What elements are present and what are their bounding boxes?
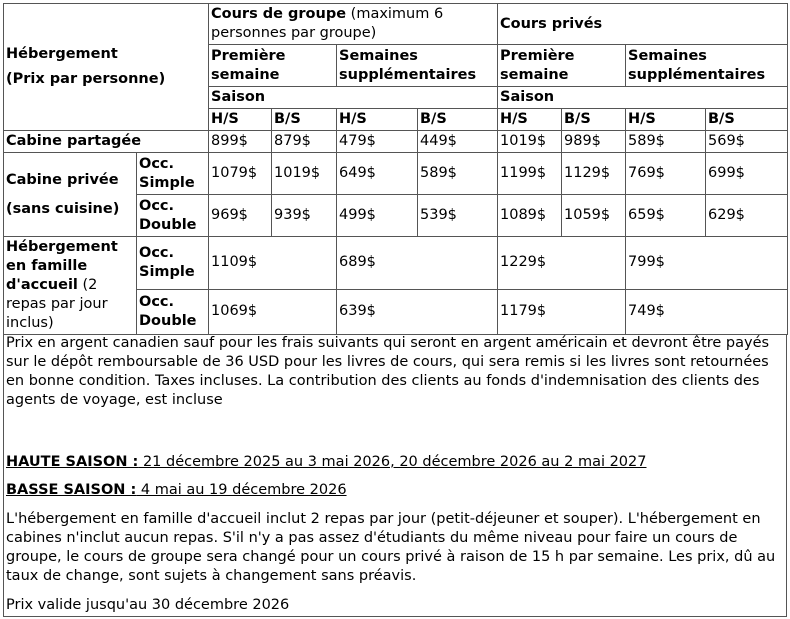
price-cell: 989$	[562, 131, 626, 153]
price-cell: 1109$	[209, 237, 337, 290]
hs-header: H/S	[209, 109, 272, 131]
price-table	[3, 3, 788, 335]
bs-header: B/S	[418, 109, 498, 131]
high-season-text	[6, 454, 647, 470]
validity-note	[3, 592, 787, 617]
low-season-dates: 4 mai au 19 décembre 2026	[136, 482, 347, 498]
price-cell: 749$	[626, 289, 788, 334]
occ-double-label: Occ. Double	[137, 289, 209, 334]
price-cell: 659$	[626, 195, 706, 237]
accommodation-title: Hébergement	[6, 46, 118, 62]
occ-single-label: Occ. Simple	[137, 237, 209, 290]
price-cell: 1019$	[272, 153, 337, 195]
price-cell: 1089$	[498, 195, 562, 237]
price-cell: 1179$	[498, 289, 626, 334]
private-season-header: Saison	[498, 87, 788, 109]
price-cell: 1079$	[209, 153, 272, 195]
row-label-private-cabin	[4, 153, 137, 237]
price-cell: 589$	[626, 131, 706, 153]
occ-single-label: Occ. Simple	[137, 153, 209, 195]
group-course-note: (maximum 6 personnes par groupe)	[211, 6, 444, 41]
accommodation-subtitle: (Prix par personne)	[6, 71, 166, 87]
header-row-courses	[4, 4, 788, 45]
price-cell: 1059$	[562, 195, 626, 237]
price-cell: 939$	[272, 195, 337, 237]
price-cell: 799$	[626, 237, 788, 290]
accommodation-header-cell	[4, 4, 209, 131]
private-first-week-header: Première semaine	[498, 45, 626, 87]
price-cell: 1129$	[562, 153, 626, 195]
price-cell: 539$	[418, 195, 498, 237]
high-season-label: HAUTE SAISON :	[6, 454, 139, 470]
homestay-label: Hébergement en famille d'accueil	[6, 239, 118, 293]
currency-note	[3, 334, 787, 449]
price-cell: 689$	[337, 237, 498, 290]
currency-note-text: Prix en argent canadien sauf pour les frais suivants qui seront en argent américain et devront être payés sur le dépôt remboursable de 36 USD pour les livres de cours, qui sera remis si les livres sont retournées en bonne condition. Taxes incluses. La contribution des clients au fonds d'indemnisation des clients des agents de voyage, est incluse	[6, 335, 770, 408]
homestay-info-text: L'hébergement en famille d'accueil inclut 2 repas par jour (petit-déjeuner et souper). L'hébergement en cabines n'inclut aucun repas. S'il n'y a pas assez d'étudiants du même niveau pour faire un cours de groupe, le cours de groupe sera changé pour un cours privé à raison de 15 h par semaine. Les prix, dû au taux de change, sont sujets à changement sans préavis.	[6, 511, 776, 584]
hs-header: H/S	[337, 109, 418, 131]
group-extra-weeks-header: Semaines supplémentaires	[337, 45, 498, 87]
price-cell: 769$	[626, 153, 706, 195]
table-row-shared-cabin	[4, 131, 788, 153]
occ-double-label: Occ. Double	[137, 195, 209, 237]
group-course-title: Cours de groupe	[211, 6, 347, 22]
bs-header: B/S	[562, 109, 626, 131]
price-cell: 479$	[337, 131, 418, 153]
private-course-header	[498, 4, 788, 45]
price-cell: 649$	[337, 153, 418, 195]
validity-text: Prix valide jusqu'au 30 décembre 2026	[6, 597, 290, 613]
price-cell: 969$	[209, 195, 272, 237]
price-cell: 1229$	[498, 237, 626, 290]
group-season-header: Saison	[209, 87, 498, 109]
bs-header: B/S	[706, 109, 788, 131]
low-season-line	[3, 477, 787, 506]
private-extra-weeks-header: Semaines supplémentaires	[626, 45, 788, 87]
price-cell: 629$	[706, 195, 788, 237]
table-row-private-cabin-single	[4, 153, 788, 195]
price-cell: 1019$	[498, 131, 562, 153]
price-cell: 589$	[418, 153, 498, 195]
table-row-homestay-single	[4, 237, 788, 290]
hs-header: H/S	[498, 109, 562, 131]
high-season-dates: 21 décembre 2025 au 3 mai 2026, 20 décembre 2026 au 2 mai 2027	[138, 454, 647, 470]
price-cell: 569$	[706, 131, 788, 153]
price-cell: 1199$	[498, 153, 562, 195]
price-cell: 699$	[706, 153, 788, 195]
high-season-line	[3, 449, 787, 477]
price-cell: 899$	[209, 131, 272, 153]
private-course-title: Cours privés	[500, 15, 603, 32]
group-course-header	[209, 4, 498, 45]
row-label-homestay	[4, 237, 137, 335]
price-cell: 499$	[337, 195, 418, 237]
row-label-shared-cabin: Cabine partagée	[4, 131, 209, 153]
price-cell: 449$	[418, 131, 498, 153]
group-first-week-header: Première semaine	[209, 45, 337, 87]
price-cell: 879$	[272, 131, 337, 153]
homestay-label-detail: (2 repas par jour inclus)	[6, 277, 108, 331]
low-season-text	[6, 482, 347, 498]
bs-header: B/S	[272, 109, 337, 131]
homestay-info-note	[3, 506, 787, 592]
private-cabin-label: Cabine privée	[6, 171, 119, 188]
hs-header: H/S	[626, 109, 706, 131]
price-cell: 1069$	[209, 289, 337, 334]
low-season-label: BASSE SAISON :	[6, 482, 137, 498]
price-cell: 639$	[337, 289, 498, 334]
private-cabin-sublabel: (sans cuisine)	[6, 200, 120, 217]
